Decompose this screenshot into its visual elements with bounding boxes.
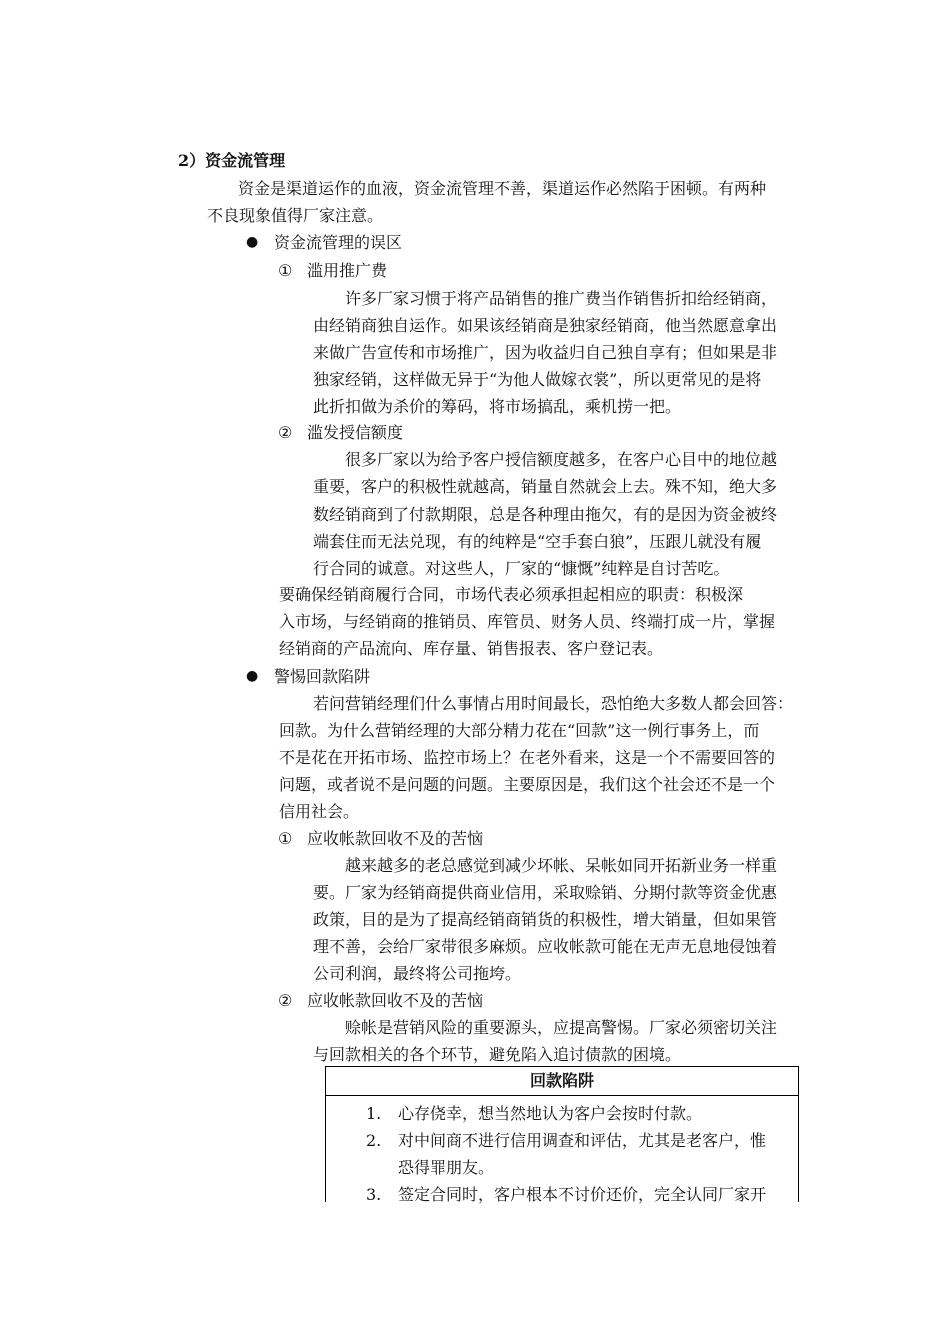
circled-two-marker: ②: [278, 423, 293, 442]
section-heading: 2）资金流管理: [178, 151, 286, 170]
item1-line-4: 独家经销，这样做无异于“为他人做嫁衣裳”，所以更常见的是将: [313, 370, 762, 389]
box-item-number: 3.: [366, 1185, 382, 1204]
item4-line-1: 赊帐是营销风险的重要源头，应提高警惕。厂家必须密切关注: [345, 1018, 778, 1037]
payment-trap-box: [325, 1066, 799, 1202]
bullet2-para-line-4: 问题，或者说不是问题的问题。主要原因是，我们这个社会还不是一个: [279, 775, 776, 794]
intro-line-1: 资金是渠道运作的血液，资金流管理不善，渠道运作必然陷于困顿。有两种: [238, 179, 767, 198]
item3-line-2: 要。厂家为经销商提供商业信用，采取赊销、分期付款等资金优惠: [313, 883, 778, 902]
item2-line-1: 很多厂家以为给予客户授信额度越多，在客户心目中的地位越: [345, 450, 778, 469]
item3-title: 应收帐款回收不及的苦恼: [307, 829, 484, 848]
bullet1-label: 资金流管理的误区: [274, 233, 403, 252]
item3-line-5: 公司利润，最终将公司拖垮。: [313, 964, 522, 983]
bullet2-para-line-5: 信用社会。: [279, 802, 360, 821]
para-after-line-1: 要确保经销商履行合同，市场代表必须承担起相应的职责：积极深: [279, 585, 744, 604]
item4-line-2: 与回款相关的各个环节，避免陷入追讨债款的困境。: [313, 1045, 682, 1064]
item1-line-2: 由经销商独自运作。如果该经销商是独家经销商，他当然愿意拿出: [313, 316, 778, 335]
item2-line-3: 数经销商到了付款期限，总是各种理由拖欠，有的是因为资金被终: [313, 505, 778, 524]
bullet-dot-icon: ●: [246, 668, 259, 684]
item1-line-1: 许多厂家习惯于将产品销售的推广费当作销售折扣给经销商，: [345, 289, 778, 308]
item3-line-3: 政策，目的是为了提高经销商销货的积极性，增大销量，但如果管: [313, 910, 778, 929]
box-item-text: 恐得罪朋友。: [398, 1158, 495, 1177]
bullet2-para-line-1: 若问营销经理们什么事情占用时间最长，恐怕绝大多数人都会回答：: [313, 694, 794, 713]
bullet2-para-line-2: 回款。为什么营销经理的大部分精力花在“回款”这一例行事务上，而: [279, 721, 760, 740]
item1-line-3: 来做广告宣传和市场推广，因为收益归自己独自享有；但如果是非: [313, 343, 778, 362]
bullet-dot-icon: ●: [246, 234, 259, 250]
item2-line-2: 重要，客户的积极性就越高，销量自然就会上去。殊不知，绝大多: [313, 477, 778, 496]
box-item-text: 对中间商不进行信用调查和评估，尤其是老客户，惟: [398, 1131, 767, 1150]
box-item-text: 心存侥幸，想当然地认为客户会按时付款。: [398, 1104, 703, 1123]
box-item-number: 1.: [366, 1104, 382, 1123]
circled-one-marker: ①: [278, 261, 293, 280]
intro-line-2: 不良现象值得厂家注意。: [207, 206, 384, 225]
box-item-number: 2.: [366, 1131, 382, 1150]
item1-line-5: 此折扣做为杀价的筹码，将市场搞乱，乘机捞一把。: [313, 397, 682, 416]
item4-title: 应收帐款回收不及的苦恼: [307, 991, 484, 1010]
box-item-text: 签定合同时，客户根本不讨价还价，完全认同厂家开: [398, 1185, 767, 1204]
circled-two-marker: ②: [278, 991, 293, 1010]
item3-line-4: 理不善，会给厂家带很多麻烦。应收帐款可能在无声无息地侵蚀着: [313, 937, 778, 956]
bullet2-label: 警惕回款陷阱: [274, 667, 371, 686]
box-title: 回款陷阱: [326, 1067, 798, 1096]
circled-one-marker: ①: [278, 829, 293, 848]
item2-line-4: 端套住而无法兑现，有的纯粹是“空手套白狼”，压跟儿就没有履: [313, 532, 762, 551]
item1-title: 滥用推广费: [307, 261, 388, 280]
item2-title: 滥发授信额度: [307, 423, 404, 442]
bullet2-para-line-3: 不是花在开拓市场、监控市场上？在老外看来，这是一个不需要回答的: [279, 748, 776, 767]
para-after-line-3: 经销商的产品流向、库存量、销售报表、客户登记表。: [279, 639, 664, 658]
item3-line-1: 越来越多的老总感觉到减少坏帐、呆帐如同开拓新业务一样重: [345, 856, 778, 875]
item2-line-5: 行合同的诚意。对这些人，厂家的“慷慨”纯粹是自讨苦吃。: [313, 559, 730, 578]
para-after-line-2: 入市场，与经销商的推销员、库管员、财务人员、终端打成一片，掌握: [279, 612, 776, 631]
